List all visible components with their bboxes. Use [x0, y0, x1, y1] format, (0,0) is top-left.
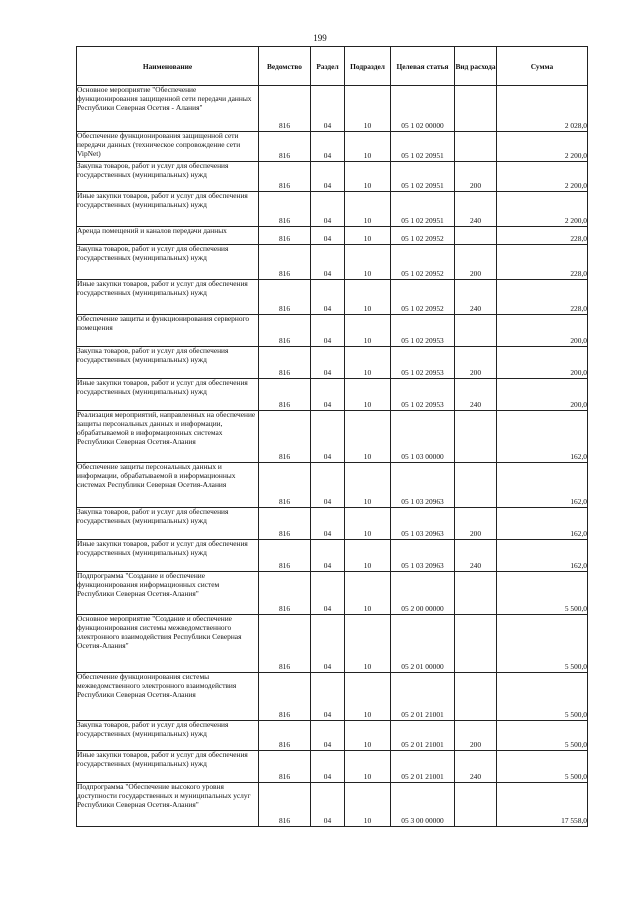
row-name: Обеспечение функционирования защищенной сети передачи данных (техническое сопровождение сети VipNet) — [77, 132, 259, 162]
row-sum: 228,0 — [497, 245, 588, 280]
row-subsection: 10 — [345, 132, 391, 162]
row-article: 05 1 03 00000 — [391, 411, 455, 463]
row-subsection: 10 — [345, 86, 391, 132]
table-row — [77, 162, 588, 192]
header-dept: Ведомство — [259, 47, 311, 86]
row-sum: 200,0 — [497, 315, 588, 347]
row-expense-type: 240 — [455, 540, 497, 572]
row-section: 04 — [311, 245, 345, 280]
row-name: Закупка товаров, работ и услуг для обеспечения государственных (муниципальных) нужд — [77, 721, 259, 751]
row-expense-type — [455, 86, 497, 132]
row-name: Иные закупки товаров, работ и услуг для обеспечения государственных (муниципальных) нужд — [77, 540, 259, 572]
row-article: 05 1 02 20952 — [391, 227, 455, 245]
row-article: 05 1 03 20963 — [391, 463, 455, 508]
table-row — [77, 508, 588, 540]
row-expense-type — [455, 783, 497, 827]
row-expense-type — [455, 411, 497, 463]
row-sum: 2 200,0 — [497, 132, 588, 162]
row-sum: 162,0 — [497, 540, 588, 572]
row-sum: 5 500,0 — [497, 615, 588, 673]
row-subsection: 10 — [345, 572, 391, 615]
row-name: Иные закупки товаров, работ и услуг для обеспечения государственных (муниципальных) нужд — [77, 192, 259, 227]
table-row — [77, 315, 588, 347]
header-subsection: Подраздел — [345, 47, 391, 86]
row-section: 04 — [311, 721, 345, 751]
row-dept: 816 — [259, 379, 311, 411]
row-expense-type: 200 — [455, 245, 497, 280]
row-article: 05 1 03 20963 — [391, 540, 455, 572]
row-expense-type: 240 — [455, 751, 497, 783]
row-subsection: 10 — [345, 162, 391, 192]
row-dept: 816 — [259, 572, 311, 615]
row-expense-type — [455, 227, 497, 245]
row-dept: 816 — [259, 347, 311, 379]
row-subsection: 10 — [345, 227, 391, 245]
row-sum: 200,0 — [497, 379, 588, 411]
header-article: Целевая статья — [391, 47, 455, 86]
table-row — [77, 379, 588, 411]
row-expense-type: 240 — [455, 192, 497, 227]
row-sum: 162,0 — [497, 508, 588, 540]
row-expense-type: 200 — [455, 721, 497, 751]
row-article: 05 1 02 20953 — [391, 315, 455, 347]
row-subsection: 10 — [345, 615, 391, 673]
row-name: Иные закупки товаров, работ и услуг для обеспечения государственных (муниципальных) нужд — [77, 379, 259, 411]
row-article: 05 2 01 21001 — [391, 721, 455, 751]
row-name: Закупка товаров, работ и услуг для обеспечения государственных (муниципальных) нужд — [77, 347, 259, 379]
row-dept: 816 — [259, 162, 311, 192]
table-row — [77, 783, 588, 827]
row-section: 04 — [311, 86, 345, 132]
row-section: 04 — [311, 508, 345, 540]
row-sum: 5 500,0 — [497, 721, 588, 751]
row-section: 04 — [311, 411, 345, 463]
table-header-row — [77, 47, 588, 86]
row-sum: 162,0 — [497, 463, 588, 508]
row-expense-type — [455, 315, 497, 347]
row-expense-type — [455, 673, 497, 721]
row-article: 05 1 02 20951 — [391, 192, 455, 227]
row-dept: 816 — [259, 615, 311, 673]
row-dept: 816 — [259, 280, 311, 315]
row-article: 05 3 00 00000 — [391, 783, 455, 827]
row-section: 04 — [311, 162, 345, 192]
row-name: Иные закупки товаров, работ и услуг для обеспечения государственных (муниципальных) нужд — [77, 751, 259, 783]
table-row — [77, 132, 588, 162]
row-article: 05 2 00 00000 — [391, 572, 455, 615]
row-section: 04 — [311, 751, 345, 783]
row-article: 05 1 02 20953 — [391, 379, 455, 411]
row-dept: 816 — [259, 86, 311, 132]
row-dept: 816 — [259, 751, 311, 783]
header-section: Раздел — [311, 47, 345, 86]
row-sum: 2 028,0 — [497, 86, 588, 132]
row-sum: 228,0 — [497, 280, 588, 315]
row-subsection: 10 — [345, 673, 391, 721]
row-subsection: 10 — [345, 721, 391, 751]
row-dept: 816 — [259, 411, 311, 463]
row-name: Обеспечение защиты и функционирования серверного помещения — [77, 315, 259, 347]
row-sum: 5 500,0 — [497, 673, 588, 721]
row-dept: 816 — [259, 245, 311, 280]
table-row — [77, 347, 588, 379]
page-number: 199 — [313, 33, 327, 43]
row-subsection: 10 — [345, 379, 391, 411]
row-name: Обеспечение функционирования системы межведомственного электронного взаимодействия Республики Северная Осетия-Алания — [77, 673, 259, 721]
row-section: 04 — [311, 463, 345, 508]
row-dept: 816 — [259, 540, 311, 572]
row-dept: 816 — [259, 132, 311, 162]
row-article: 05 1 02 20951 — [391, 162, 455, 192]
row-dept: 816 — [259, 508, 311, 540]
row-article: 05 2 01 21001 — [391, 673, 455, 721]
row-article: 05 1 02 00000 — [391, 86, 455, 132]
row-dept: 816 — [259, 783, 311, 827]
row-article: 05 1 02 20953 — [391, 347, 455, 379]
row-section: 04 — [311, 540, 345, 572]
row-expense-type: 200 — [455, 162, 497, 192]
row-article: 05 1 03 20963 — [391, 508, 455, 540]
header-name: Наименование — [77, 47, 259, 86]
row-name: Закупка товаров, работ и услуг для обеспечения государственных (муниципальных) нужд — [77, 508, 259, 540]
row-expense-type: 240 — [455, 379, 497, 411]
row-dept: 816 — [259, 463, 311, 508]
row-article: 05 2 01 21001 — [391, 751, 455, 783]
row-name: Закупка товаров, работ и услуг для обеспечения государственных (муниципальных) нужд — [77, 245, 259, 280]
row-subsection: 10 — [345, 508, 391, 540]
row-expense-type: 200 — [455, 347, 497, 379]
header-sum: Сумма — [497, 47, 588, 86]
row-subsection: 10 — [345, 315, 391, 347]
table-row — [77, 572, 588, 615]
row-dept: 816 — [259, 192, 311, 227]
row-section: 04 — [311, 132, 345, 162]
row-subsection: 10 — [345, 751, 391, 783]
row-sum: 162,0 — [497, 411, 588, 463]
row-dept: 816 — [259, 227, 311, 245]
row-name: Иные закупки товаров, работ и услуг для обеспечения государственных (муниципальных) нужд — [77, 280, 259, 315]
row-expense-type — [455, 132, 497, 162]
row-name: Подпрограмма "Создание и обеспечение функционирования информационных систем Республики Северная Осетия-Алания" — [77, 572, 259, 615]
row-section: 04 — [311, 379, 345, 411]
row-expense-type: 200 — [455, 508, 497, 540]
table-row — [77, 463, 588, 508]
row-section: 04 — [311, 315, 345, 347]
row-dept: 816 — [259, 315, 311, 347]
row-sum: 2 200,0 — [497, 162, 588, 192]
row-sum: 5 500,0 — [497, 572, 588, 615]
row-section: 04 — [311, 673, 345, 721]
table-row — [77, 540, 588, 572]
table-row — [77, 721, 588, 751]
row-name: Подпрограмма "Обеспечение высокого уровня доступности государственных и муниципальных услуг Республики Северная Осетия-Алания" — [77, 783, 259, 827]
row-section: 04 — [311, 192, 345, 227]
row-sum: 2 200,0 — [497, 192, 588, 227]
row-subsection: 10 — [345, 245, 391, 280]
table-row — [77, 751, 588, 783]
row-expense-type — [455, 572, 497, 615]
row-article: 05 1 02 20952 — [391, 280, 455, 315]
row-subsection: 10 — [345, 347, 391, 379]
row-name: Основное мероприятие "Обеспечение функционирования защищенной сети передачи данных Республики Северная Осетия - Алания" — [77, 86, 259, 132]
row-article: 05 1 02 20952 — [391, 245, 455, 280]
row-article: 05 1 02 20951 — [391, 132, 455, 162]
row-name: Обеспечение защиты персональных данных и информации, обрабатываемой в информационных системах Республики Северная Осетия-Алания — [77, 463, 259, 508]
table-row — [77, 245, 588, 280]
row-sum: 228,0 — [497, 227, 588, 245]
row-subsection: 10 — [345, 463, 391, 508]
table-row — [77, 192, 588, 227]
row-expense-type — [455, 463, 497, 508]
row-name: Основное мероприятие "Создание и обеспечение функционирования системы межведомственного электронного взаимодействия Республики Северная Осетия-Алания" — [77, 615, 259, 673]
table-row — [77, 227, 588, 245]
table-row — [77, 673, 588, 721]
table-row — [77, 411, 588, 463]
row-name: Аренда помещений и каналов передачи данных — [77, 227, 259, 245]
table-row — [77, 615, 588, 673]
row-sum: 5 500,0 — [497, 751, 588, 783]
row-section: 04 — [311, 347, 345, 379]
row-subsection: 10 — [345, 540, 391, 572]
table-body — [77, 86, 588, 827]
row-name: Реализация мероприятий, направленных на обеспечение защиты персональных данных и информации, обрабатываемой в информационных системах Республики Северная Осетия-Алания — [77, 411, 259, 463]
row-subsection: 10 — [345, 280, 391, 315]
row-section: 04 — [311, 615, 345, 673]
row-section: 04 — [311, 227, 345, 245]
table-row — [77, 280, 588, 315]
row-subsection: 10 — [345, 783, 391, 827]
header-expense-type: Вид расхода — [455, 47, 497, 86]
row-expense-type — [455, 615, 497, 673]
row-subsection: 10 — [345, 192, 391, 227]
row-article: 05 2 01 00000 — [391, 615, 455, 673]
row-sum: 17 558,0 — [497, 783, 588, 827]
row-expense-type: 240 — [455, 280, 497, 315]
row-section: 04 — [311, 280, 345, 315]
budget-table — [76, 46, 588, 827]
row-name: Закупка товаров, работ и услуг для обеспечения государственных (муниципальных) нужд — [77, 162, 259, 192]
row-section: 04 — [311, 783, 345, 827]
table-row — [77, 86, 588, 132]
row-section: 04 — [311, 572, 345, 615]
row-dept: 816 — [259, 673, 311, 721]
row-dept: 816 — [259, 721, 311, 751]
row-sum: 200,0 — [497, 347, 588, 379]
row-subsection: 10 — [345, 411, 391, 463]
